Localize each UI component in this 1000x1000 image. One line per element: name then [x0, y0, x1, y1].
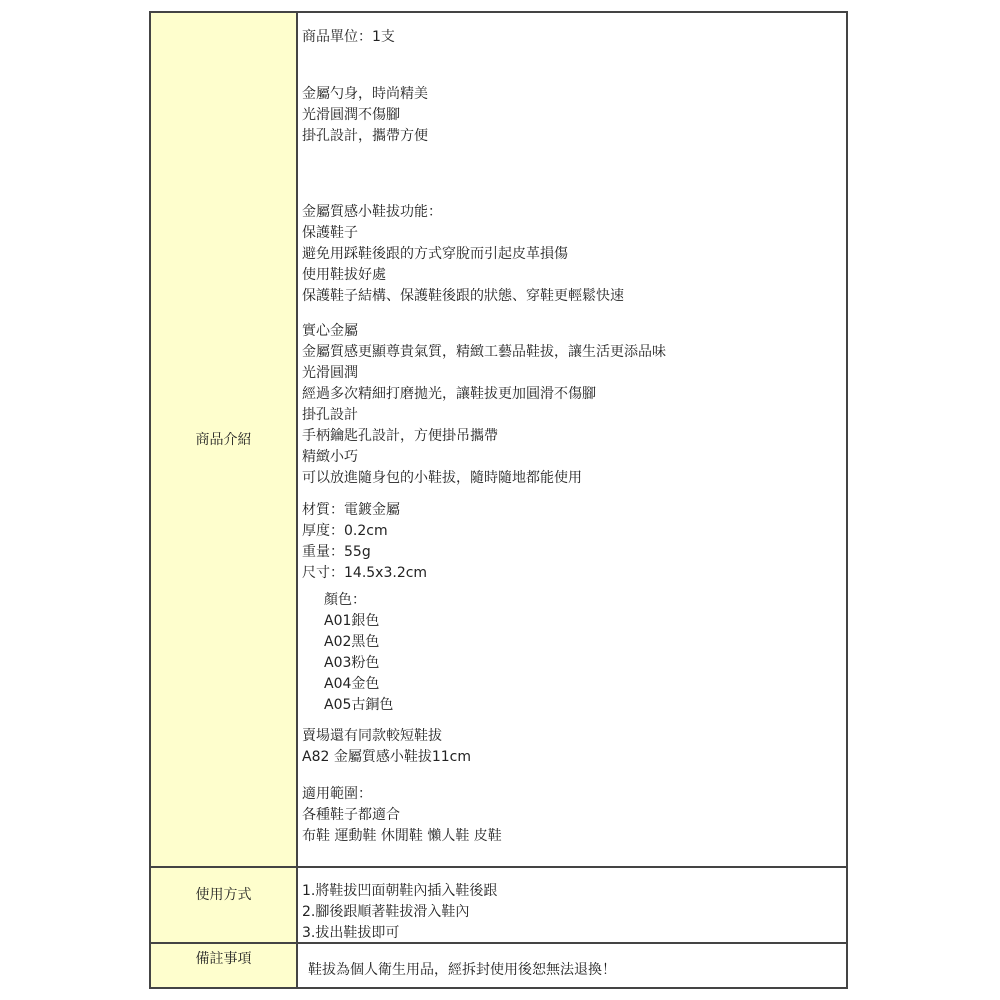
text-line: 商品單位：1支 [302, 29, 395, 45]
content-cell-notes [300, 944, 846, 987]
row-product-intro [151, 13, 846, 866]
text-line: A82 金屬質感小鞋拔11cm [302, 749, 471, 765]
text-line: 金屬勺身，時尚精美 [302, 86, 428, 102]
text-line: A04金色 [324, 676, 380, 692]
text-line: 材質：電鍍金屬 [302, 502, 400, 518]
text-line: 精緻小巧 [302, 449, 358, 465]
text-line: 布鞋 運動鞋 休閒鞋 懶人鞋 皮鞋 [302, 828, 502, 844]
text-line: 掛孔設計，攜帶方便 [302, 128, 428, 144]
text-line: 金屬質感小鞋拔功能： [302, 204, 442, 220]
text-line: A02黑色 [324, 634, 380, 650]
text-line: 3.拔出鞋拔即可 [302, 925, 400, 941]
product-info-table [149, 11, 848, 989]
text-line: 厚度：0.2cm [302, 523, 388, 539]
text-line: 手柄鑰匙孔設計，方便掛吊攜帶 [302, 428, 498, 444]
text-line: A03粉色 [324, 655, 380, 671]
label-usage: 使用方式 [195, 887, 252, 903]
label-notes: 備註事項 [195, 951, 252, 967]
row-notes [151, 942, 846, 987]
label-cell-notes [151, 944, 298, 987]
text-line: 2.腳後跟順著鞋拔滑入鞋內 [302, 904, 470, 920]
text-line: 保護鞋子 [302, 225, 358, 241]
row-usage [151, 866, 846, 944]
text-line: 光滑圓潤 [302, 365, 358, 381]
content-cell-intro [300, 13, 846, 866]
text-line: 重量：55g [302, 544, 371, 560]
text-line: 顏色： [324, 592, 366, 608]
text-line: 各種鞋子都適合 [302, 807, 400, 823]
text-line: 掛孔設計 [302, 407, 358, 423]
label-cell-intro [151, 13, 298, 866]
label-cell-usage [151, 868, 298, 944]
text-line: 適用範圍： [302, 786, 372, 802]
text-line: 經過多次精細打磨拋光，讓鞋拔更加圓滑不傷腳 [302, 386, 596, 402]
text-line: 賣場還有同款較短鞋拔 [302, 728, 442, 744]
text-line: 避免用踩鞋後跟的方式穿脫而引起皮革損傷 [302, 246, 568, 262]
text-line: 保護鞋子結構、保護鞋後跟的狀態、穿鞋更輕鬆快速 [302, 288, 624, 304]
text-line: 1.將鞋拔凹面朝鞋內插入鞋後跟 [302, 883, 498, 899]
label-product-intro: 商品介紹 [195, 432, 252, 448]
text-line: 可以放進隨身包的小鞋拔，隨時隨地都能使用 [302, 470, 582, 486]
text-line: 光滑圓潤不傷腳 [302, 107, 400, 123]
text-line: 金屬質感更顯尊貴氣質，精緻工藝品鞋拔，讓生活更添品味 [302, 344, 666, 360]
text-line: 實心金屬 [302, 323, 358, 339]
text-line: 使用鞋拔好處 [302, 267, 386, 283]
text-line: 鞋拔為個人衛生用品，經拆封使用後恕無法退換！ [308, 962, 616, 978]
content-cell-usage [300, 868, 846, 944]
text-line: A05古銅色 [324, 697, 394, 713]
text-line: 尺寸：14.5x3.2cm [302, 565, 428, 581]
text-line: A01銀色 [324, 613, 380, 629]
